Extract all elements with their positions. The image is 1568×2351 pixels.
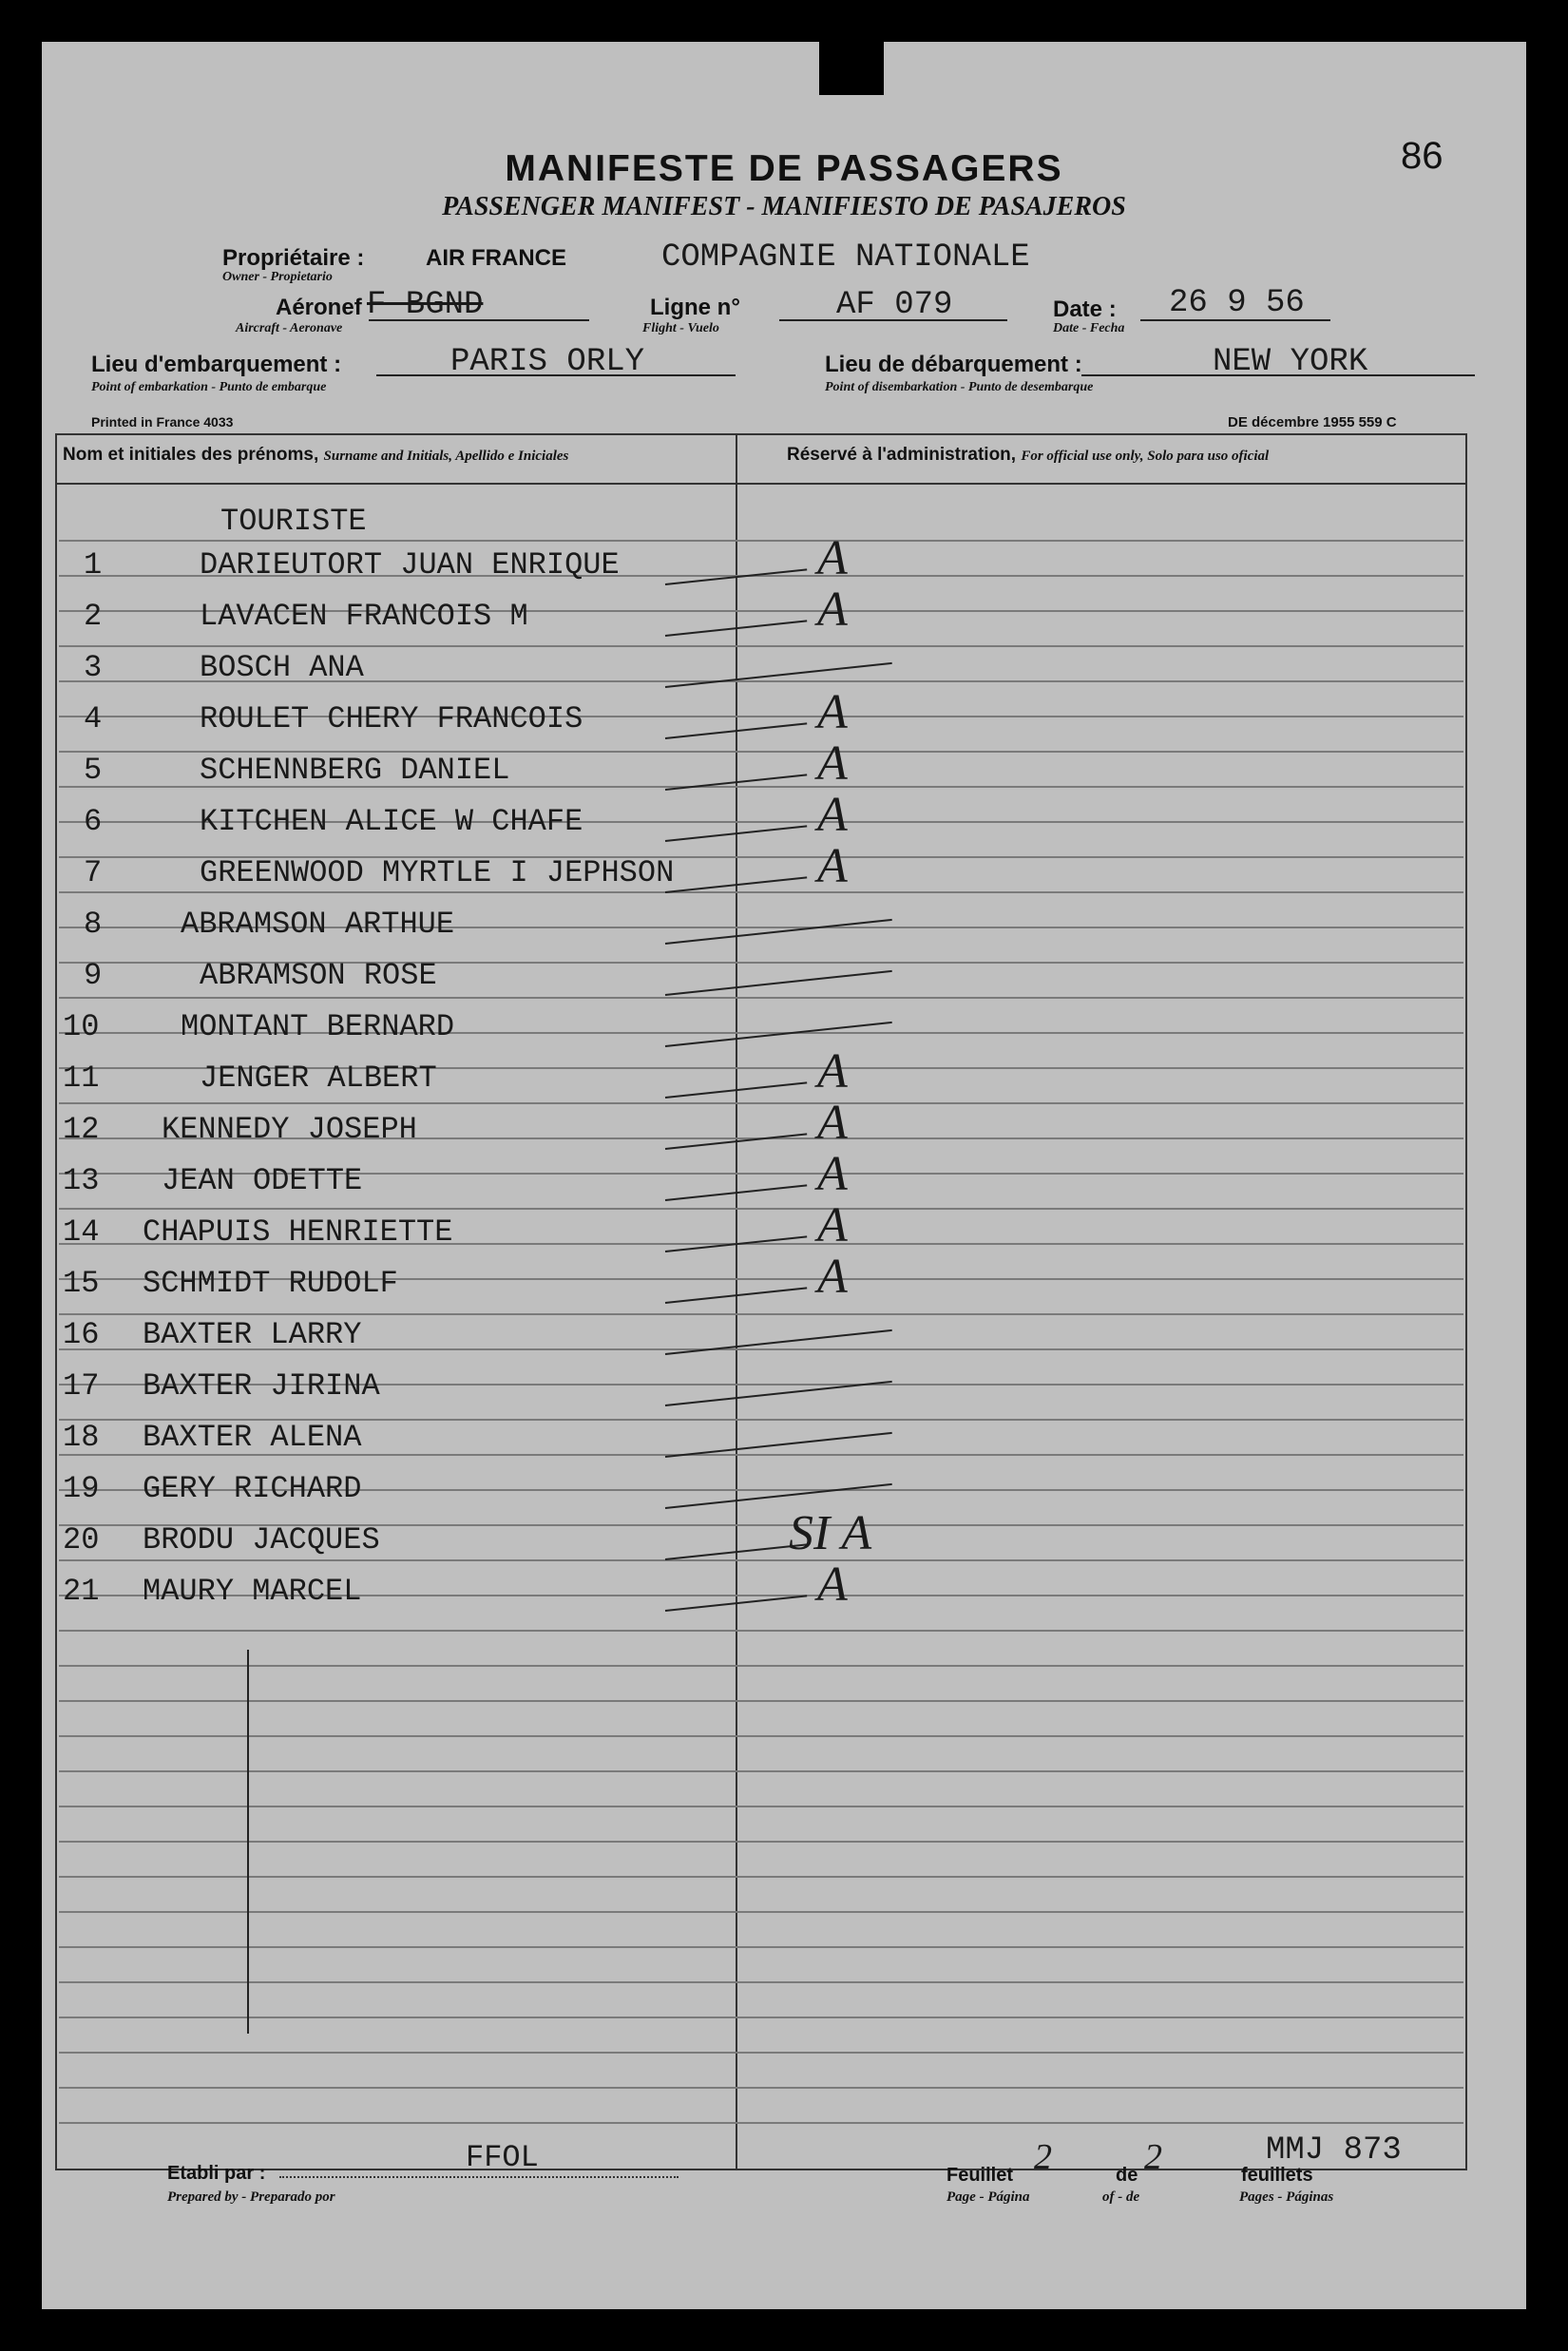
- sheet-sub: Page - Página: [947, 2189, 1030, 2205]
- aircraft-value: F BGND: [367, 287, 484, 323]
- owner-label-sub: Owner - Propietario: [222, 270, 333, 284]
- name-column-header-text: Nom et initiales des prénoms,: [63, 445, 319, 465]
- passenger-number: 5: [84, 753, 103, 788]
- check-stroke: [665, 970, 892, 996]
- passenger-name: BAXTER JIRINA: [143, 1368, 380, 1404]
- passenger-name: ROULET CHERY FRANCOIS: [200, 701, 583, 736]
- manifest-sheet: [42, 42, 1526, 2309]
- check-stroke: [665, 919, 892, 945]
- passenger-number: 15: [63, 1266, 100, 1301]
- row-rule: [59, 1770, 1463, 1772]
- passenger-number: 8: [84, 907, 103, 942]
- passenger-number: 20: [63, 1522, 100, 1558]
- prepared-by-line: [279, 2176, 679, 2178]
- admin-mark: A: [817, 685, 848, 739]
- passenger-name: KITCHEN ALICE W CHAFE: [200, 804, 583, 839]
- passenger-number: 21: [63, 1574, 100, 1609]
- row-rule: [59, 1876, 1463, 1878]
- disembarkation-label-sub: Point of disembarkation - Punto de desembarque: [825, 380, 1094, 394]
- admin-mark: A: [817, 1147, 848, 1201]
- passenger-name: CHAPUIS HENRIETTE: [143, 1214, 453, 1250]
- admin-mark: A: [817, 1558, 848, 1612]
- admin-column-header-sub: For official use only, Solo para uso oficial: [1021, 449, 1270, 464]
- passenger-name: DARIEUTORT JUAN ENRIQUE: [200, 547, 620, 583]
- row-rule: [59, 2122, 1463, 2124]
- passenger-name: SCHENNBERG DANIEL: [200, 753, 510, 788]
- passenger-name: GERY RICHARD: [143, 1471, 362, 1506]
- passenger-number: 2: [84, 599, 103, 634]
- sheets-label: feuillets: [1241, 2165, 1313, 2186]
- form-subtitle: PASSENGER MANIFEST - MANIFIESTO DE PASAJEROS: [442, 192, 1126, 221]
- date-value: 26 9 56: [1169, 285, 1305, 321]
- row-rule: [59, 2017, 1463, 2018]
- passenger-name: MONTANT BERNARD: [181, 1009, 455, 1044]
- admin-mark: A: [817, 1250, 848, 1304]
- passenger-number: 17: [63, 1368, 100, 1404]
- passenger-number: 13: [63, 1163, 100, 1198]
- row-rule: [59, 997, 1463, 999]
- form-title: MANIFESTE DE PASSAGERS: [505, 148, 1063, 189]
- passenger-number: 1: [84, 547, 103, 583]
- passenger-number: 6: [84, 804, 103, 839]
- admin-column-header-text: Réservé à l'administration,: [787, 445, 1017, 465]
- page-number: 86: [1401, 135, 1444, 177]
- row-rule: [59, 1806, 1463, 1807]
- passenger-name: GREENWOOD MYRTLE I JEPHSON: [200, 855, 675, 890]
- passenger-name: BRODU JACQUES: [143, 1522, 380, 1558]
- aircraft-label: Aéronef: [276, 295, 362, 320]
- row-rule: [59, 2087, 1463, 2089]
- passenger-number: 19: [63, 1471, 100, 1506]
- passenger-number: 12: [63, 1112, 100, 1147]
- printed-in-note: Printed in France 4033: [91, 414, 234, 430]
- passenger-number: 16: [63, 1317, 100, 1352]
- date-label: Date :: [1053, 296, 1117, 322]
- admin-mark: SI A: [789, 1506, 872, 1560]
- owner-printed-value: AIR FRANCE: [426, 245, 566, 271]
- row-rule: [59, 1841, 1463, 1843]
- embarkation-label-sub: Point of embarkation - Punto de embarque: [91, 380, 327, 394]
- row-rule: [59, 891, 1463, 893]
- passenger-table: [55, 433, 1467, 2170]
- sheet-label: Feuillet: [947, 2165, 1014, 2186]
- check-stroke: [665, 1329, 892, 1355]
- prepared-by-sub: Prepared by - Preparado por: [167, 2189, 335, 2205]
- disembarkation-label: Lieu de débarquement :: [825, 352, 1082, 377]
- pen-stroke: [247, 1650, 249, 2034]
- passenger-name: BAXTER LARRY: [143, 1317, 362, 1352]
- passenger-number: 9: [84, 958, 103, 993]
- row-rule: [59, 1102, 1463, 1104]
- passenger-name: MAURY MARCEL: [143, 1574, 362, 1609]
- name-column-header-sub: Surname and Initials, Apellido e Iniciales: [323, 449, 569, 464]
- row-rule: [59, 1946, 1463, 1948]
- name-column-header: [63, 445, 568, 466]
- class-label: TOURISTE: [220, 504, 367, 539]
- row-rule: [59, 1981, 1463, 1983]
- form-code: DE décembre 1955 559 C: [1228, 414, 1397, 430]
- disembarkation-field-line: [1081, 374, 1475, 376]
- admin-mark: A: [817, 583, 848, 637]
- sheet-value: 2: [1034, 2137, 1052, 2177]
- flight-label: Ligne n°: [650, 295, 740, 320]
- row-rule: [59, 1208, 1463, 1210]
- passenger-number: 10: [63, 1009, 100, 1044]
- passenger-name: ABRAMSON ARTHUE: [181, 907, 455, 942]
- of-label: de: [1116, 2165, 1138, 2186]
- date-field-line: [1140, 319, 1330, 321]
- row-rule: [59, 540, 1463, 542]
- admin-mark: A: [817, 788, 848, 842]
- owner-typed-value: COMPAGNIE NATIONALE: [661, 239, 1030, 276]
- row-rule: [59, 1700, 1463, 1702]
- row-rule: [59, 2052, 1463, 2054]
- passenger-number: 3: [84, 650, 103, 685]
- admin-mark: A: [817, 1044, 848, 1099]
- passenger-name: KENNEDY JOSEPH: [162, 1112, 417, 1147]
- binder-tab: [819, 42, 884, 95]
- admin-mark: A: [817, 1198, 848, 1252]
- row-rule: [59, 1911, 1463, 1913]
- row-rule: [59, 1313, 1463, 1315]
- owner-label: Propriétaire :: [222, 245, 365, 271]
- reference-code: MMJ 873: [1266, 2132, 1402, 2169]
- row-rule: [59, 1630, 1463, 1632]
- passenger-name: LAVACEN FRANCOIS M: [200, 599, 528, 634]
- passenger-number: 4: [84, 701, 103, 736]
- header-rule: [57, 483, 1465, 485]
- passenger-number: 14: [63, 1214, 100, 1250]
- aircraft-label-sub: Aircraft - Aeronave: [236, 321, 343, 335]
- flight-value: AF 079: [836, 287, 953, 323]
- column-divider: [736, 435, 737, 2169]
- passenger-name: ABRAMSON ROSE: [200, 958, 437, 993]
- prepared-by-value: FFOL: [466, 2140, 539, 2175]
- admin-mark: A: [817, 531, 848, 585]
- of-sub: of - de: [1102, 2189, 1140, 2205]
- admin-mark: A: [817, 736, 848, 791]
- admin-mark: A: [817, 1096, 848, 1150]
- passenger-name: JENGER ALBERT: [200, 1061, 437, 1096]
- passenger-number: 18: [63, 1420, 100, 1455]
- flight-field-line: [779, 319, 1007, 321]
- disembarkation-value: NEW YORK: [1213, 344, 1368, 380]
- check-stroke: [665, 662, 892, 688]
- sheets-sub: Pages - Páginas: [1239, 2189, 1334, 2205]
- passenger-name: BOSCH ANA: [200, 650, 364, 685]
- passenger-name: JEAN ODETTE: [162, 1163, 363, 1198]
- row-rule: [59, 1735, 1463, 1737]
- aircraft-field-line: [369, 319, 589, 321]
- passenger-number: 11: [63, 1061, 100, 1096]
- passenger-number: 7: [84, 855, 103, 890]
- of-value: 2: [1144, 2137, 1162, 2177]
- passenger-name: SCHMIDT RUDOLF: [143, 1266, 398, 1301]
- embarkation-field-line: [376, 374, 736, 376]
- check-stroke: [665, 1022, 892, 1047]
- row-rule: [59, 645, 1463, 647]
- flight-label-sub: Flight - Vuelo: [642, 321, 719, 335]
- embarkation-label: Lieu d'embarquement :: [91, 352, 342, 377]
- row-rule: [59, 1559, 1463, 1561]
- passenger-name: BAXTER ALENA: [143, 1420, 362, 1455]
- admin-mark: A: [817, 839, 848, 893]
- row-rule: [59, 1665, 1463, 1667]
- date-label-sub: Date - Fecha: [1053, 321, 1125, 335]
- admin-column-header: [787, 445, 1269, 466]
- prepared-by-label: Etabli par :: [167, 2163, 266, 2184]
- embarkation-value: PARIS ORLY: [450, 344, 645, 380]
